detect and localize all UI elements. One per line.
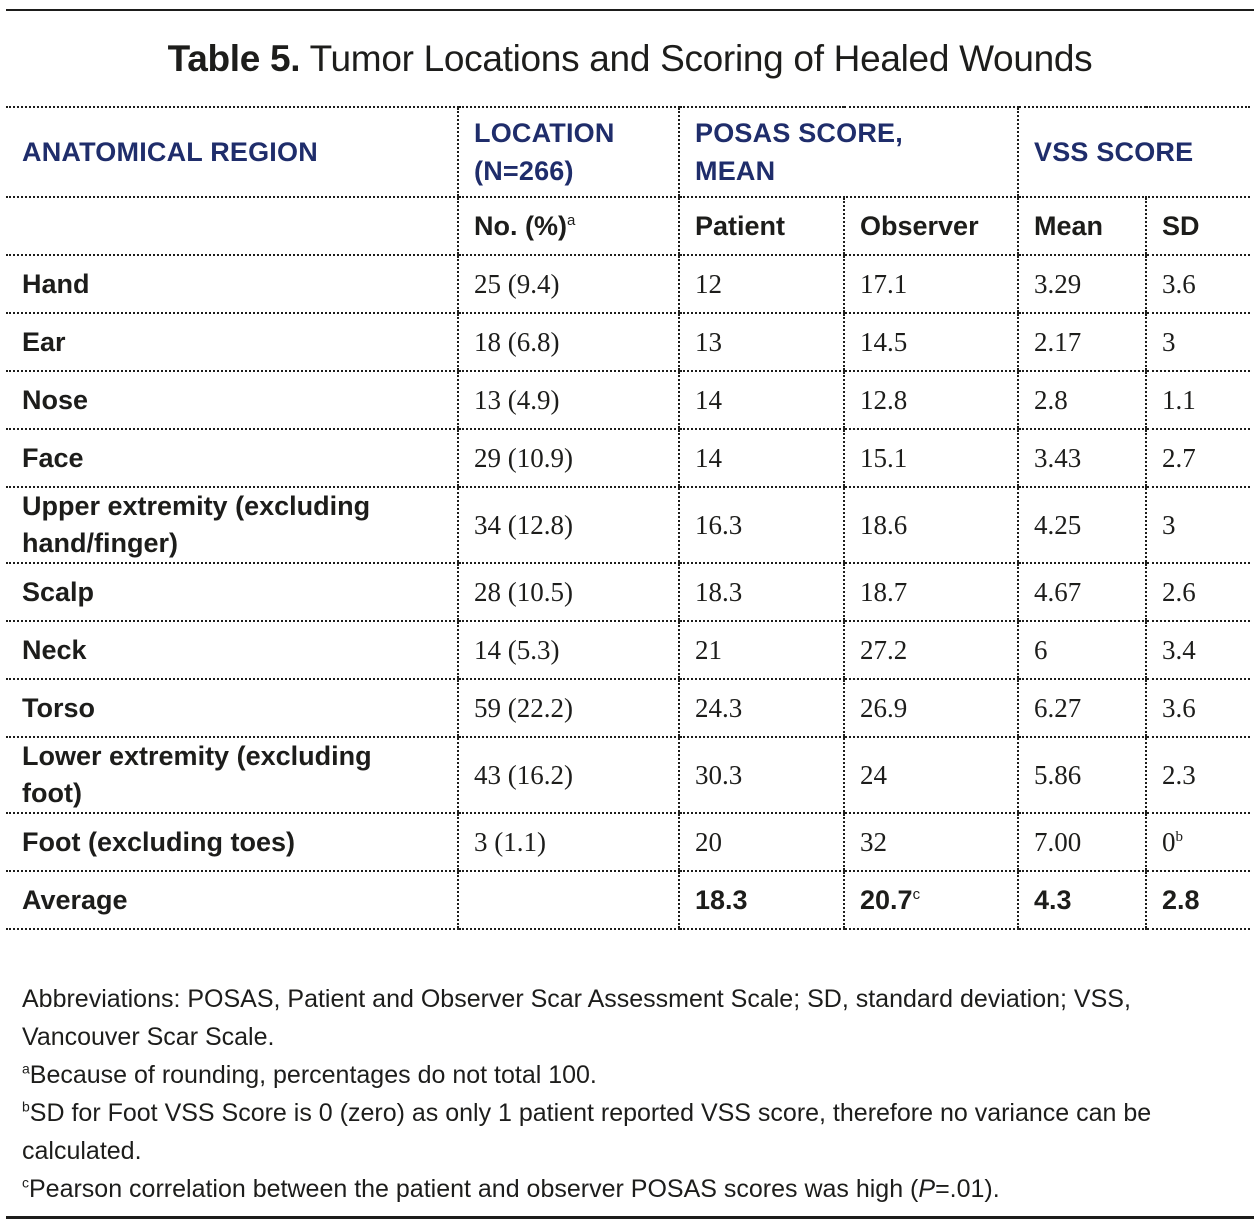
average-row bbox=[6, 871, 1250, 929]
cell-observer: 17.1 bbox=[844, 255, 1018, 313]
header-location-text: LOCATION (N=266) bbox=[474, 118, 615, 186]
header-posas-score bbox=[679, 107, 1018, 197]
subheader-no-percent bbox=[458, 197, 679, 255]
cell-patient: 14 bbox=[679, 371, 844, 429]
table-caption: Tumor Locations and Scoring of Healed Wounds bbox=[309, 38, 1093, 79]
cell-vss-sd: 2.8 bbox=[1146, 871, 1250, 929]
cell-vss-sd: 3 bbox=[1146, 313, 1250, 371]
cell-location: 14 (5.3) bbox=[458, 621, 679, 679]
cell-patient: 16.3 bbox=[679, 487, 844, 563]
cell-location: 18 (6.8) bbox=[458, 313, 679, 371]
footnote-a-mark: a bbox=[22, 1060, 30, 1077]
cell-observer: 26.9 bbox=[844, 679, 1018, 737]
cell-location: 59 (22.2) bbox=[458, 679, 679, 737]
cell-vss-mean: 6 bbox=[1018, 621, 1146, 679]
header-row bbox=[6, 107, 1250, 197]
cell-observer: 24 bbox=[844, 737, 1018, 813]
cell-patient: 20 bbox=[679, 813, 844, 871]
footnote-c-p-value: P bbox=[918, 1175, 936, 1203]
cell-vss-mean: 3.29 bbox=[1018, 255, 1146, 313]
cell-region-text: Lower extremity (excluding foot) bbox=[22, 741, 372, 808]
cell-vss-sd: 1.1 bbox=[1146, 371, 1250, 429]
cell-location: 29 (10.9) bbox=[458, 429, 679, 487]
top-rule bbox=[6, 9, 1254, 11]
table-title bbox=[0, 38, 1260, 80]
table-row bbox=[6, 621, 1250, 679]
cell-region bbox=[6, 487, 458, 563]
data-table bbox=[6, 106, 1250, 930]
subheader-sd: SD bbox=[1146, 197, 1250, 255]
footnote-b bbox=[22, 1094, 1222, 1170]
cell-observer: 27.2 bbox=[844, 621, 1018, 679]
header-vss-score: VSS SCORE bbox=[1018, 107, 1250, 197]
cell-location: 13 (4.9) bbox=[458, 371, 679, 429]
cell-location: 28 (10.5) bbox=[458, 563, 679, 621]
cell-patient: 30.3 bbox=[679, 737, 844, 813]
cell-location: 43 (16.2) bbox=[458, 737, 679, 813]
subheader-observer: Observer bbox=[844, 197, 1018, 255]
footnote-c bbox=[22, 1170, 1222, 1208]
cell-vss-sd bbox=[1146, 813, 1250, 871]
cell-vss-sd: 3.4 bbox=[1146, 621, 1250, 679]
cell-location bbox=[458, 871, 679, 929]
cell-region: Hand bbox=[6, 255, 458, 313]
cell-vss-mean: 2.8 bbox=[1018, 371, 1146, 429]
cell-region: Scalp bbox=[6, 563, 458, 621]
cell-vss-sd: 2.3 bbox=[1146, 737, 1250, 813]
cell-observer: 12.8 bbox=[844, 371, 1018, 429]
subheader-no-percent-text: No. (%) bbox=[474, 210, 567, 241]
table-row bbox=[6, 255, 1250, 313]
table-row bbox=[6, 313, 1250, 371]
cell-region: Neck bbox=[6, 621, 458, 679]
cell-region: Ear bbox=[6, 313, 458, 371]
cell-vss-sd-value: 0 bbox=[1162, 826, 1176, 857]
subheader-empty bbox=[6, 197, 458, 255]
header-location bbox=[458, 107, 679, 197]
subheader-mean: Mean bbox=[1018, 197, 1146, 255]
cell-observer: 18.6 bbox=[844, 487, 1018, 563]
footnote-a bbox=[22, 1056, 1222, 1094]
footnote-c-text-1: Pearson correlation between the patient and observer POSAS scores was high ( bbox=[29, 1175, 919, 1203]
table-footnotes bbox=[22, 980, 1222, 1208]
subheader-row bbox=[6, 197, 1250, 255]
table-row bbox=[6, 487, 1250, 563]
footnote-b-text: SD for Foot VSS Score is 0 (zero) as only 1 patient reported VSS score, therefore no variance can be calculated. bbox=[22, 1099, 1152, 1165]
cell-region: Nose bbox=[6, 371, 458, 429]
cell-patient: 13 bbox=[679, 313, 844, 371]
header-anatomical-region: ANATOMICAL REGION bbox=[6, 107, 458, 197]
cell-region: Torso bbox=[6, 679, 458, 737]
cell-patient: 24.3 bbox=[679, 679, 844, 737]
cell-patient: 12 bbox=[679, 255, 844, 313]
subheader-patient: Patient bbox=[679, 197, 844, 255]
cell-patient: 14 bbox=[679, 429, 844, 487]
cell-region bbox=[6, 737, 458, 813]
cell-region: Average bbox=[6, 871, 458, 929]
table-row bbox=[6, 737, 1250, 813]
cell-vss-mean: 7.00 bbox=[1018, 813, 1146, 871]
footnote-marker-b: b bbox=[1175, 828, 1183, 845]
cell-vss-sd: 2.6 bbox=[1146, 563, 1250, 621]
cell-location: 3 (1.1) bbox=[458, 813, 679, 871]
cell-vss-sd: 3.6 bbox=[1146, 679, 1250, 737]
cell-region-text: Upper extremity (excluding hand/finger) bbox=[22, 491, 371, 558]
cell-vss-mean: 4.67 bbox=[1018, 563, 1146, 621]
footnote-marker-a: a bbox=[566, 211, 576, 229]
footnote-c-mark: c bbox=[22, 1174, 29, 1191]
footnote-b-mark: b bbox=[22, 1098, 30, 1115]
cell-patient: 18.3 bbox=[679, 563, 844, 621]
table-row bbox=[6, 679, 1250, 737]
cell-observer: 15.1 bbox=[844, 429, 1018, 487]
footnote-a-text: Because of rounding, percentages do not total 100. bbox=[29, 1061, 597, 1089]
table-row bbox=[6, 429, 1250, 487]
table-row bbox=[6, 563, 1250, 621]
cell-observer bbox=[844, 871, 1018, 929]
cell-region: Face bbox=[6, 429, 458, 487]
cell-observer-value: 20.7 bbox=[860, 884, 913, 915]
cell-location: 25 (9.4) bbox=[458, 255, 679, 313]
cell-vss-sd: 3.6 bbox=[1146, 255, 1250, 313]
cell-vss-mean: 4.3 bbox=[1018, 871, 1146, 929]
cell-location: 34 (12.8) bbox=[458, 487, 679, 563]
footnote-abbreviations: Abbreviations: POSAS, Patient and Observer Scar Assessment Scale; SD, standard deviation; VSS, Vancouver Scar Scale. bbox=[22, 985, 1131, 1051]
header-posas-text: POSAS SCORE, MEAN bbox=[695, 118, 903, 186]
cell-observer: 18.7 bbox=[844, 563, 1018, 621]
cell-patient: 18.3 bbox=[679, 871, 844, 929]
cell-observer: 32 bbox=[844, 813, 1018, 871]
cell-vss-mean: 2.17 bbox=[1018, 313, 1146, 371]
cell-vss-mean: 6.27 bbox=[1018, 679, 1146, 737]
footnote-c-text-2: =.01). bbox=[935, 1175, 1000, 1203]
cell-vss-sd: 2.7 bbox=[1146, 429, 1250, 487]
cell-vss-mean: 5.86 bbox=[1018, 737, 1146, 813]
cell-observer: 14.5 bbox=[844, 313, 1018, 371]
footnote-marker-c: c bbox=[912, 885, 921, 903]
table-number: Table 5. bbox=[167, 38, 301, 79]
table-row bbox=[6, 371, 1250, 429]
cell-vss-mean: 3.43 bbox=[1018, 429, 1146, 487]
cell-patient: 21 bbox=[679, 621, 844, 679]
cell-vss-sd: 3 bbox=[1146, 487, 1250, 563]
table-row bbox=[6, 813, 1250, 871]
cell-vss-mean: 4.25 bbox=[1018, 487, 1146, 563]
bottom-rule bbox=[6, 1216, 1254, 1219]
cell-region: Foot (excluding toes) bbox=[6, 813, 458, 871]
